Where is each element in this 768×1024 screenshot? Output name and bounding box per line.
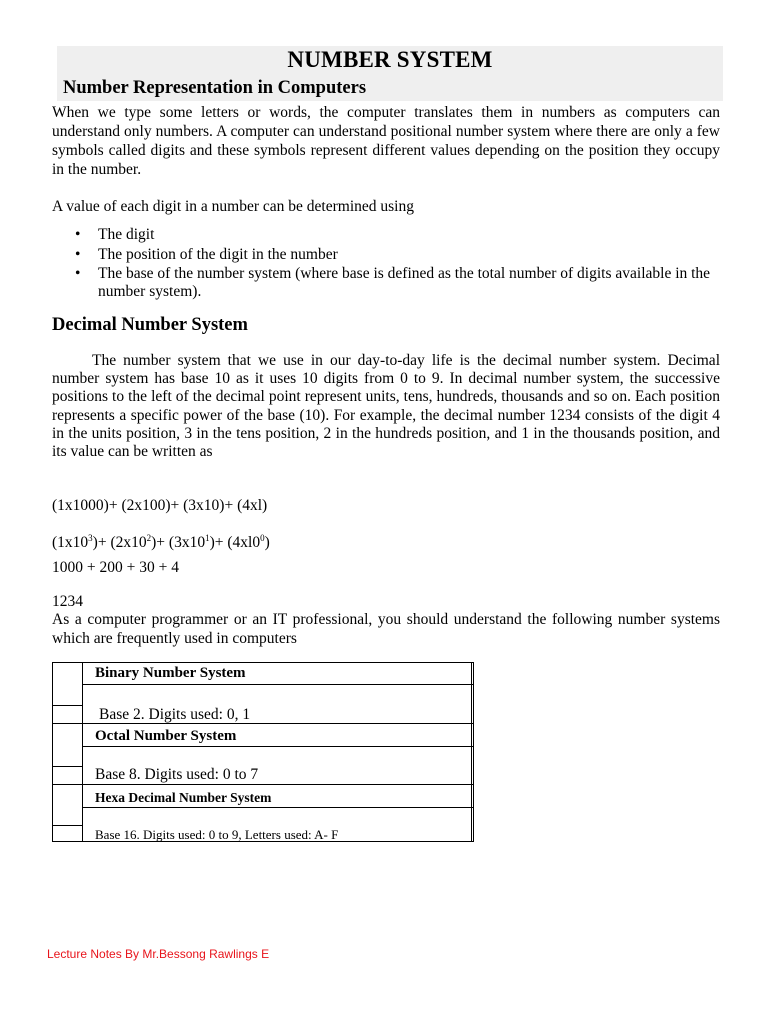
- intro-paragraph: When we type some letters or words, the computer translates them in numbers as computers can understand only numbers. A computer can understand positional number system where there are only a few symbols called digits and these symbols represent different values depending on the position they occupy in the number.: [52, 104, 720, 178]
- hex-title: Hexa Decimal Number System: [95, 790, 272, 805]
- list-item: • The digit: [75, 226, 155, 243]
- decimal-paragraph: The number system that we use in our day-to-day life is the decimal number system. Decimal number system has base 10 as it uses 10 digits from 0 to 9. In decimal number system, the successive positions to the left of the decimal point represent units, tens, hundreds, thousands and so on. Each position represents a specific power of the base (10). For example, the decimal number 1234 consists of the digit 4 in the units position, 3 in the tens position, 2 in the hundreds position, and 1 in the thousands position, and its value can be written as: [52, 352, 720, 461]
- number-systems-table: [52, 662, 473, 842]
- binary-desc: Base 2. Digits used: 0, 1: [99, 706, 251, 723]
- expansion-line-1: (1x1000)+ (2x100)+ (3x10)+ (4xl): [52, 497, 268, 514]
- footer-credit: Lecture Notes By Mr.Bessong Rawlings E: [47, 947, 270, 961]
- list-item: • The position of the digit in the number: [75, 245, 338, 263]
- hex-desc: Base 16. Digits used: 0 to 9, Letters used: A- F: [95, 827, 339, 842]
- binary-title: Binary Number System: [95, 665, 246, 681]
- bullet-icon: •: [75, 265, 81, 282]
- expansion-line-3: 1000 + 200 + 30 + 4: [52, 559, 179, 576]
- bullet-list: [52, 226, 720, 302]
- result-value: 1234: [52, 593, 83, 610]
- bullet-icon: •: [75, 245, 81, 263]
- value-intro: A value of each digit in a number can be determined using: [52, 198, 414, 215]
- bullet-icon: •: [75, 226, 81, 243]
- page-title: NUMBER SYSTEM: [287, 47, 493, 72]
- expansion-line-2: $(1x10^3)+ (2x10^2)+ (3x10^1)+ (4xl0^0)$: [52, 533, 270, 551]
- section-subtitle: Number Representation in Computers: [63, 78, 367, 98]
- octal-title: Octal Number System: [95, 728, 237, 744]
- octal-desc: Base 8. Digits used: 0 to 7: [95, 766, 259, 783]
- programmer-note: As a computer programmer or an IT professional, you should understand the following number systems which are frequently used in computers: [52, 611, 720, 647]
- list-item: • The base of the number system (where base is defined as the total number of digits available in the number system).: [75, 265, 711, 300]
- decimal-heading: Decimal Number System: [52, 315, 248, 335]
